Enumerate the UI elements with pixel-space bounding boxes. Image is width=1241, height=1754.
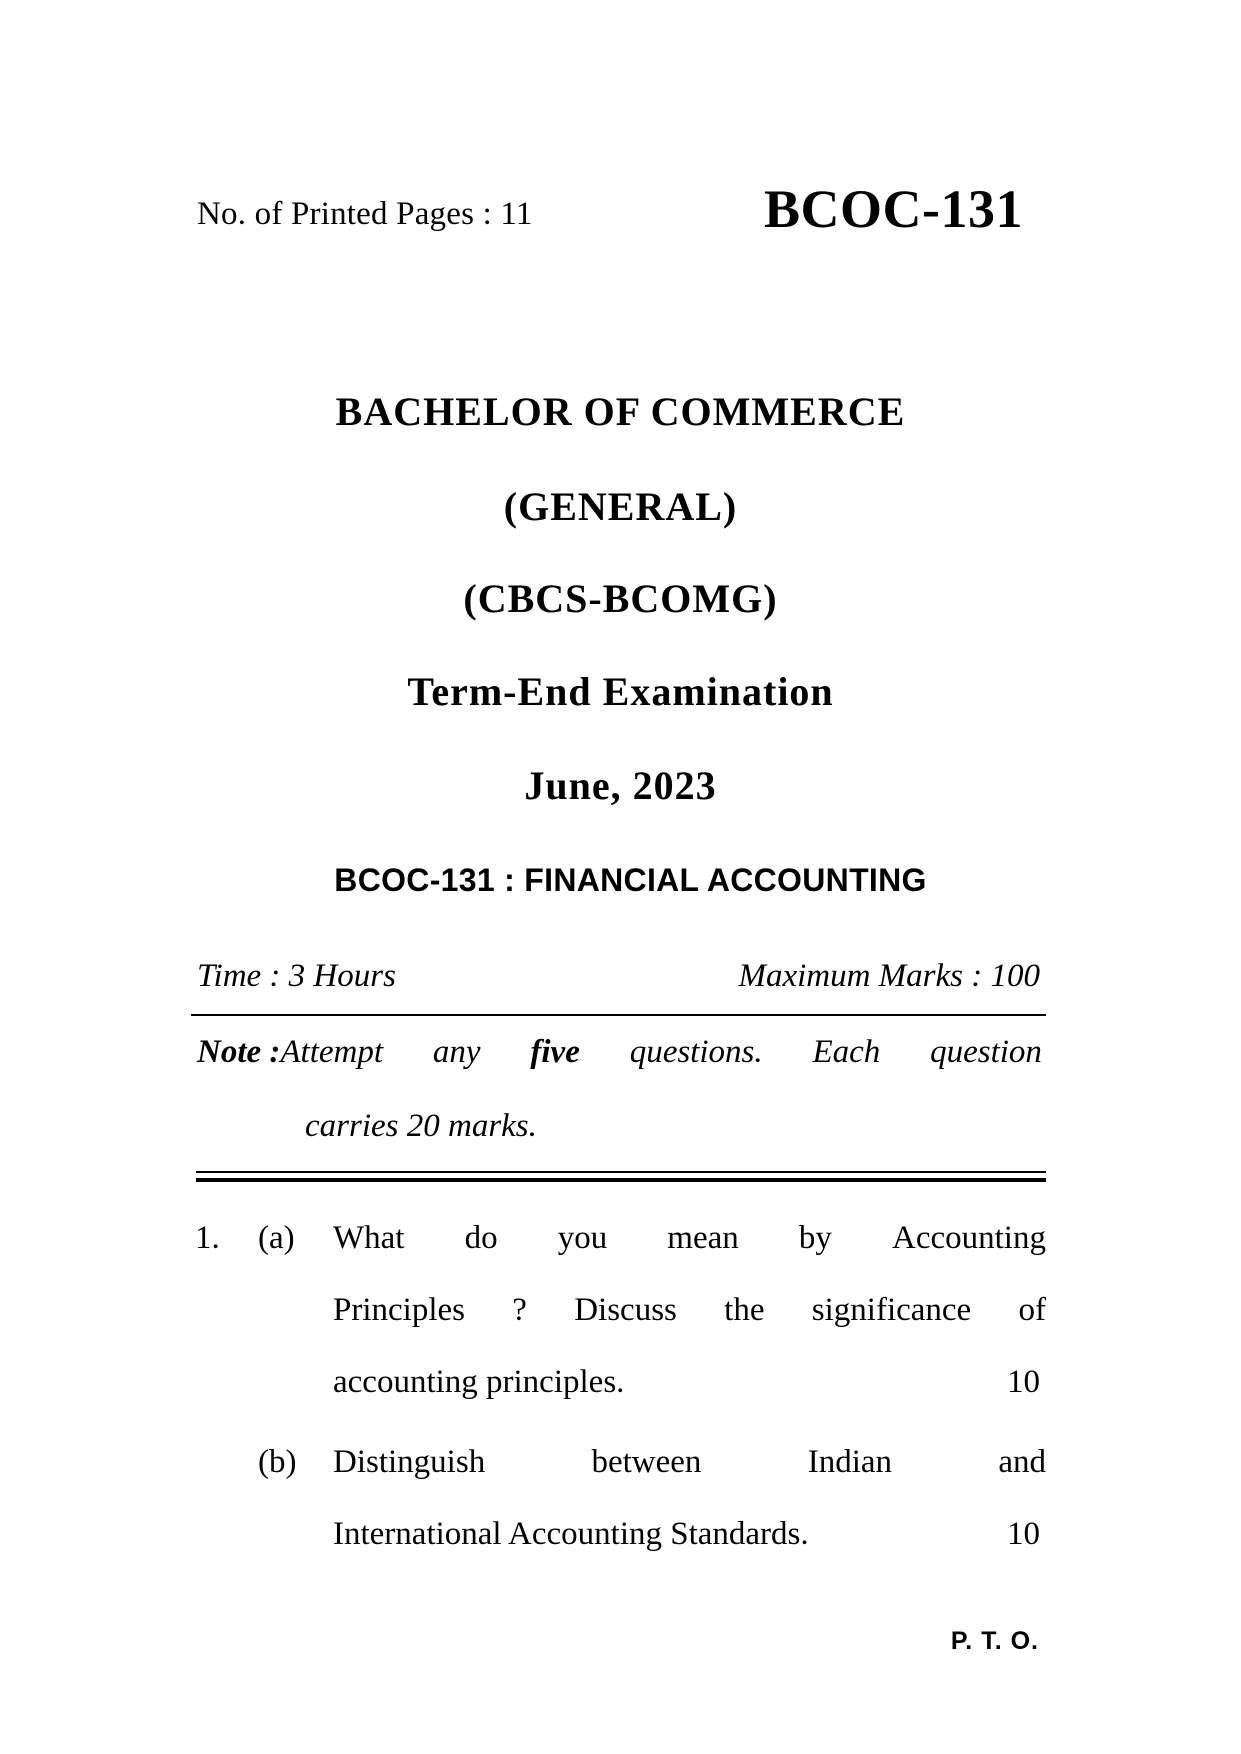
maximum-marks: Maximum Marks : 100 — [738, 958, 1040, 994]
note-label: Note : — [197, 1034, 281, 1070]
question-line — [333, 1220, 1046, 1257]
question-line — [333, 1292, 1046, 1329]
note-word: any — [432, 1034, 481, 1070]
question-number: 1. — [195, 1220, 220, 1256]
note-instruction-line-1 — [197, 1034, 1042, 1071]
word: What — [333, 1220, 405, 1256]
session-heading: June, 2023 — [524, 763, 717, 808]
question-line-last: International Accounting Standards. — [333, 1516, 809, 1552]
exam-heading: Term-End Examination — [407, 669, 834, 714]
question-line-last: accounting principles. — [333, 1364, 625, 1400]
word: and — [998, 1444, 1046, 1480]
word: do — [464, 1220, 498, 1256]
note-word: Attempt — [280, 1034, 384, 1070]
note-word: question — [930, 1034, 1042, 1070]
question-marks: 10 — [1007, 1516, 1040, 1552]
double-rule-thick — [196, 1178, 1046, 1182]
word: by — [798, 1220, 832, 1256]
degree-heading: BACHELOR OF COMMERCE — [335, 389, 906, 434]
word: Accounting — [891, 1220, 1046, 1256]
exam-time: Time : 3 Hours — [197, 958, 396, 994]
please-turn-over: P. T. O. — [950, 1627, 1039, 1655]
stream-heading: (GENERAL) — [503, 484, 738, 529]
word: of — [1018, 1292, 1046, 1328]
word: Indian — [807, 1444, 893, 1480]
word: you — [557, 1220, 608, 1256]
note-emphasis-word: five — [530, 1034, 580, 1070]
paper-title: BCOC-131 : FINANCIAL ACCOUNTING — [334, 862, 927, 898]
note-word: Each — [812, 1034, 881, 1070]
word: Distinguish — [333, 1444, 486, 1480]
course-code: BCOC-131 — [764, 179, 1023, 239]
question-part-label: (a) — [258, 1220, 295, 1256]
word: mean — [667, 1220, 739, 1256]
divider-rule — [191, 1014, 1046, 1016]
question-part-label: (b) — [258, 1444, 297, 1480]
word: the — [724, 1292, 765, 1328]
note-instruction-line-2: carries 20 marks. — [305, 1108, 537, 1144]
word: significance — [811, 1292, 972, 1328]
word: Principles — [333, 1292, 465, 1328]
programme-heading: (CBCS-BCOMG) — [463, 576, 778, 621]
word: Discuss — [574, 1292, 677, 1328]
printed-pages-count: No. of Printed Pages : 11 — [197, 196, 533, 232]
word: between — [591, 1444, 702, 1480]
question-marks: 10 — [1007, 1364, 1040, 1400]
word: ? — [512, 1292, 527, 1328]
double-rule-thin — [196, 1171, 1046, 1173]
note-word: questions. — [629, 1034, 763, 1070]
question-line — [333, 1444, 1046, 1481]
